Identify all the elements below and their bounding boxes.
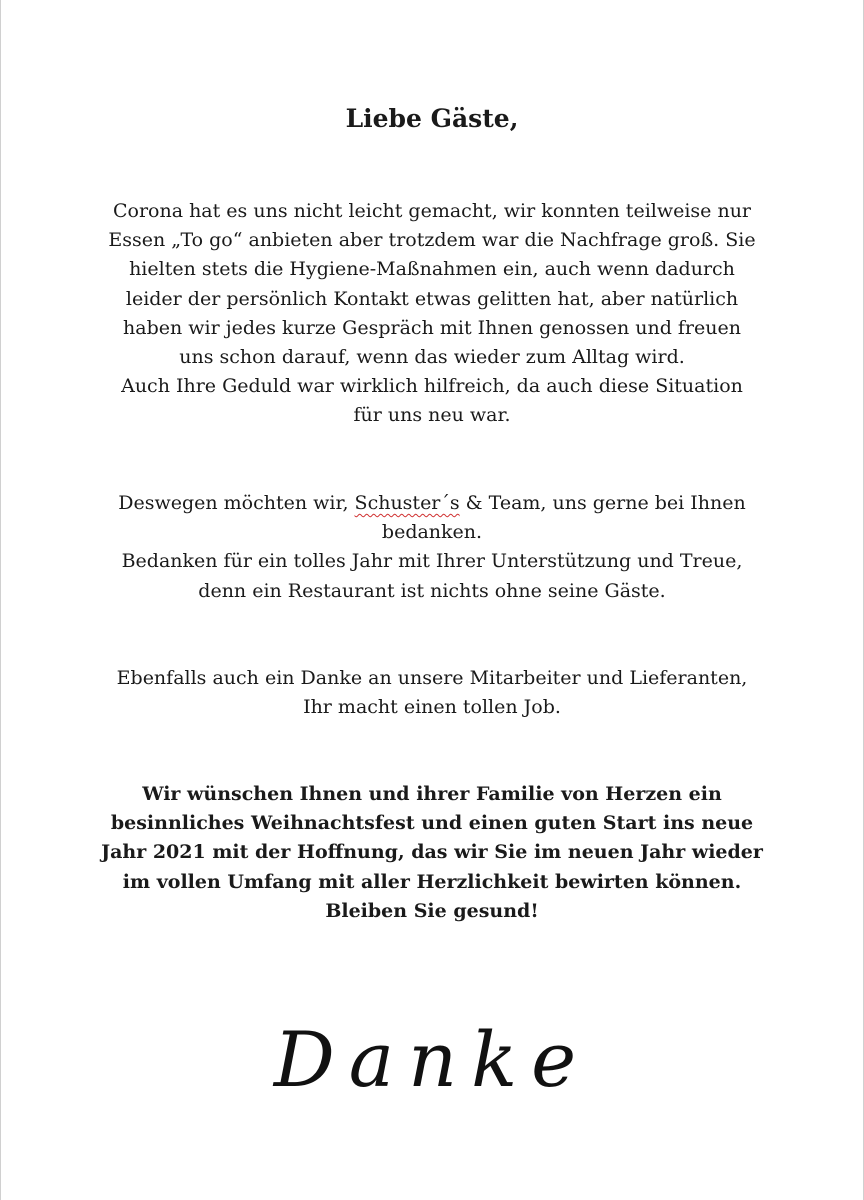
paragraph-intro	[86, 197, 778, 431]
spellcheck-flagged-word[interactable]: Schuster´s	[354, 492, 460, 514]
danke-signature: Danke	[273, 1015, 591, 1104]
letter-greeting: Liebe Gäste,	[345, 104, 519, 133]
paragraph-thanks	[86, 489, 778, 606]
paragraph-line: Bleiben Sie gesund!	[325, 899, 539, 922]
paragraph-holiday-wishes	[86, 780, 778, 926]
paragraph-line: Essen „To go“ anbieten aber trotzdem war die Nachfrage groß. Sie	[108, 229, 756, 252]
paragraph-line: uns schon darauf, wenn das wieder zum Alltag wird.	[179, 346, 685, 369]
paragraph-line: Ebenfalls auch ein Danke an unsere Mitarbeiter und Lieferanten,	[116, 667, 748, 689]
paragraph-line: Auch Ihre Geduld war wirklich hilfreich, da auch diese Situation	[121, 375, 743, 398]
paragraph-line: für uns neu war.	[353, 404, 511, 427]
paragraph-line: Jahr 2021 mit der Hoffnung, das wir Sie im neuen Jahr wieder	[101, 841, 763, 864]
paragraph-line: besinnliches Weihnachtsfest und einen guten Start ins neue	[110, 812, 754, 835]
line-text: & Team, uns gerne bei Ihnen	[459, 492, 746, 514]
paragraph-line: leider der persönlich Kontakt etwas gelitten hat, aber natürlich	[125, 287, 739, 310]
paragraph-line	[86, 489, 778, 518]
paragraph-staff-thanks	[86, 664, 778, 722]
paragraph-line: im vollen Umfang mit aller Herzlichkeit bewirten können.	[122, 870, 742, 893]
line-text: Deswegen möchten wir,	[118, 492, 355, 514]
paragraph-line: haben wir jedes kurze Gespräch mit Ihnen genossen und freuen	[123, 316, 741, 339]
paragraph-line: Wir wünschen Ihnen und ihrer Familie von Herzen ein	[142, 783, 722, 805]
paragraph-line: Bedanken für ein tolles Jahr mit Ihrer Unterstützung und Treue,	[121, 550, 743, 573]
paragraph-line: bedanken.	[381, 521, 483, 544]
paragraph-line: denn ein Restaurant ist nichts ohne seine Gäste.	[198, 579, 666, 602]
paragraph-line: hielten stets die Hygiene-Maßnahmen ein, auch wenn dadurch	[129, 258, 735, 281]
paragraph-line: Ihr macht einen tollen Job.	[303, 696, 561, 719]
paragraph-line: Corona hat es uns nicht leicht gemacht, wir konnten teilweise nur	[112, 200, 752, 222]
